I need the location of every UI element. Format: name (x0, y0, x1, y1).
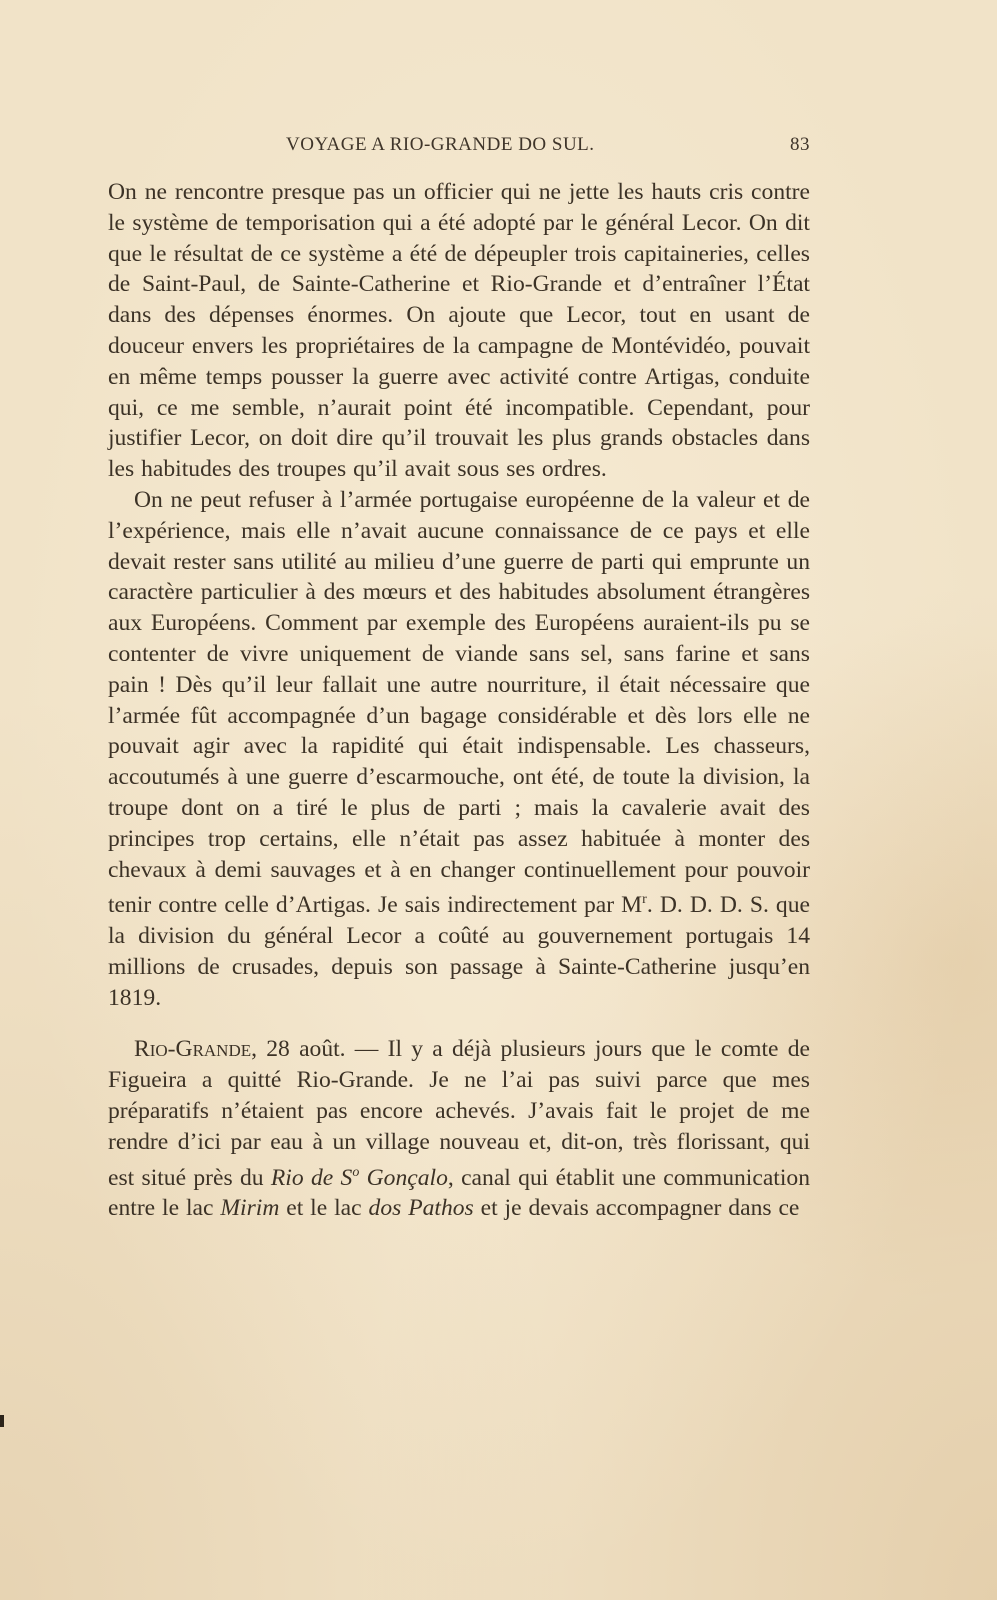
paragraph-2 (108, 485, 810, 1013)
paragraph-2-superscript: r (642, 892, 647, 908)
page-number: 83 (790, 134, 810, 155)
paragraph-3 (108, 1034, 810, 1224)
running-title: VOYAGE A RIO-GRANDE DO SUL. (286, 134, 595, 155)
margin-mark (0, 1415, 4, 1427)
body-text (108, 177, 810, 1224)
italic-goncalo: Gonçalo (359, 1164, 448, 1191)
italic-rio-de-s: Rio de S (270, 1164, 353, 1191)
paragraph-2-part-b: . D. D. D. S. que la division du général Lecor a coûté au gouvernement portugais 14 millions de crusades, depuis son passage à Sainte-Catherine jusqu’en 1819. (108, 892, 811, 1011)
paragraph-3-part-b: , canal qui établit une communication entre le lac (108, 1164, 810, 1222)
running-header (108, 128, 810, 160)
paragraph-1: On ne rencontre presque pas un officier qui ne jette les hauts cris contre le système de temporisation qui a été adopté par le général Lecor. On dit que le résultat de ce système a été de dépeupler trois capitaineries, celles de Saint-Paul, de Sainte-Catherine et Rio-Grande et d’entraîner l’État dans des dépenses énormes. On ajoute que Lecor, tout en usant de douceur envers les propriétaires de la campagne de Montévidéo, pouvait en même temps pousser la guerre avec activité contre Artigas, conduite qui, ce me semble, n’aurait point été incompatible. Cependant, pour justifier Lecor, on doit dire qu’il trouvait les plus grands obstacles dans les habitudes des troupes qu’il avait sous ses ordres. (108, 179, 810, 483)
paragraph-3-part-c: et le lac (279, 1195, 369, 1222)
italic-superscript-text: o (352, 1164, 360, 1180)
paragraph-3-part-a: , 28 août. — Il y a déjà plusieurs jours que le comte de Figueira a quitté Rio-Grande. Je ne l’ai pas suivi parce que mes préparatifs n’étaient pas encore achevés. J’avais fait le projet de me rendre d’ici par eau à un village nouveau et, dit-on, très florissant, qui est situé près du (108, 1036, 810, 1191)
paragraph-3-part-d: et je devais accompagner dans ce (473, 1195, 800, 1222)
entry-place: Rio-Grande (134, 1036, 252, 1063)
italic-mirim: Mirim (220, 1195, 280, 1222)
paragraph-2-part-a: On ne peut refuser à l’armée portugaise européenne de la valeur et de l’expérience, mais elle n’avait aucune connaissance de ce pays et elle devait rester sans utilité au milieu d’une guerre de parti qui emprunte un caractère particulier à des mœurs et des habitudes absolument étrangères aux Européens. Comment par exemple des Européens auraient-ils pu se contenter de vivre uniquement de viande sans sel, sans farine et sans pain ! Dès qu’il leur fallait une autre nourriture, il était nécessaire que l’armée fût accompagnée d’un bagage considérable et dès lors elle ne pouvait agir avec la rapidité qui était indispensable. Les chasseurs, accoutumés à une guerre d’escarmouche, ont été, de toute la division, la troupe dont on a tiré le plus de parti ; mais la cavalerie avait des principes trop certains, elle n’était pas assez habituée à monter des chevaux à demi sauvages et à en changer continuellement pour pouvoir tenir contre celle d’Artigas. Je sais indirectement par M (108, 486, 810, 919)
italic-dos-pathos: dos Pathos (368, 1195, 474, 1222)
book-page (108, 128, 810, 1224)
